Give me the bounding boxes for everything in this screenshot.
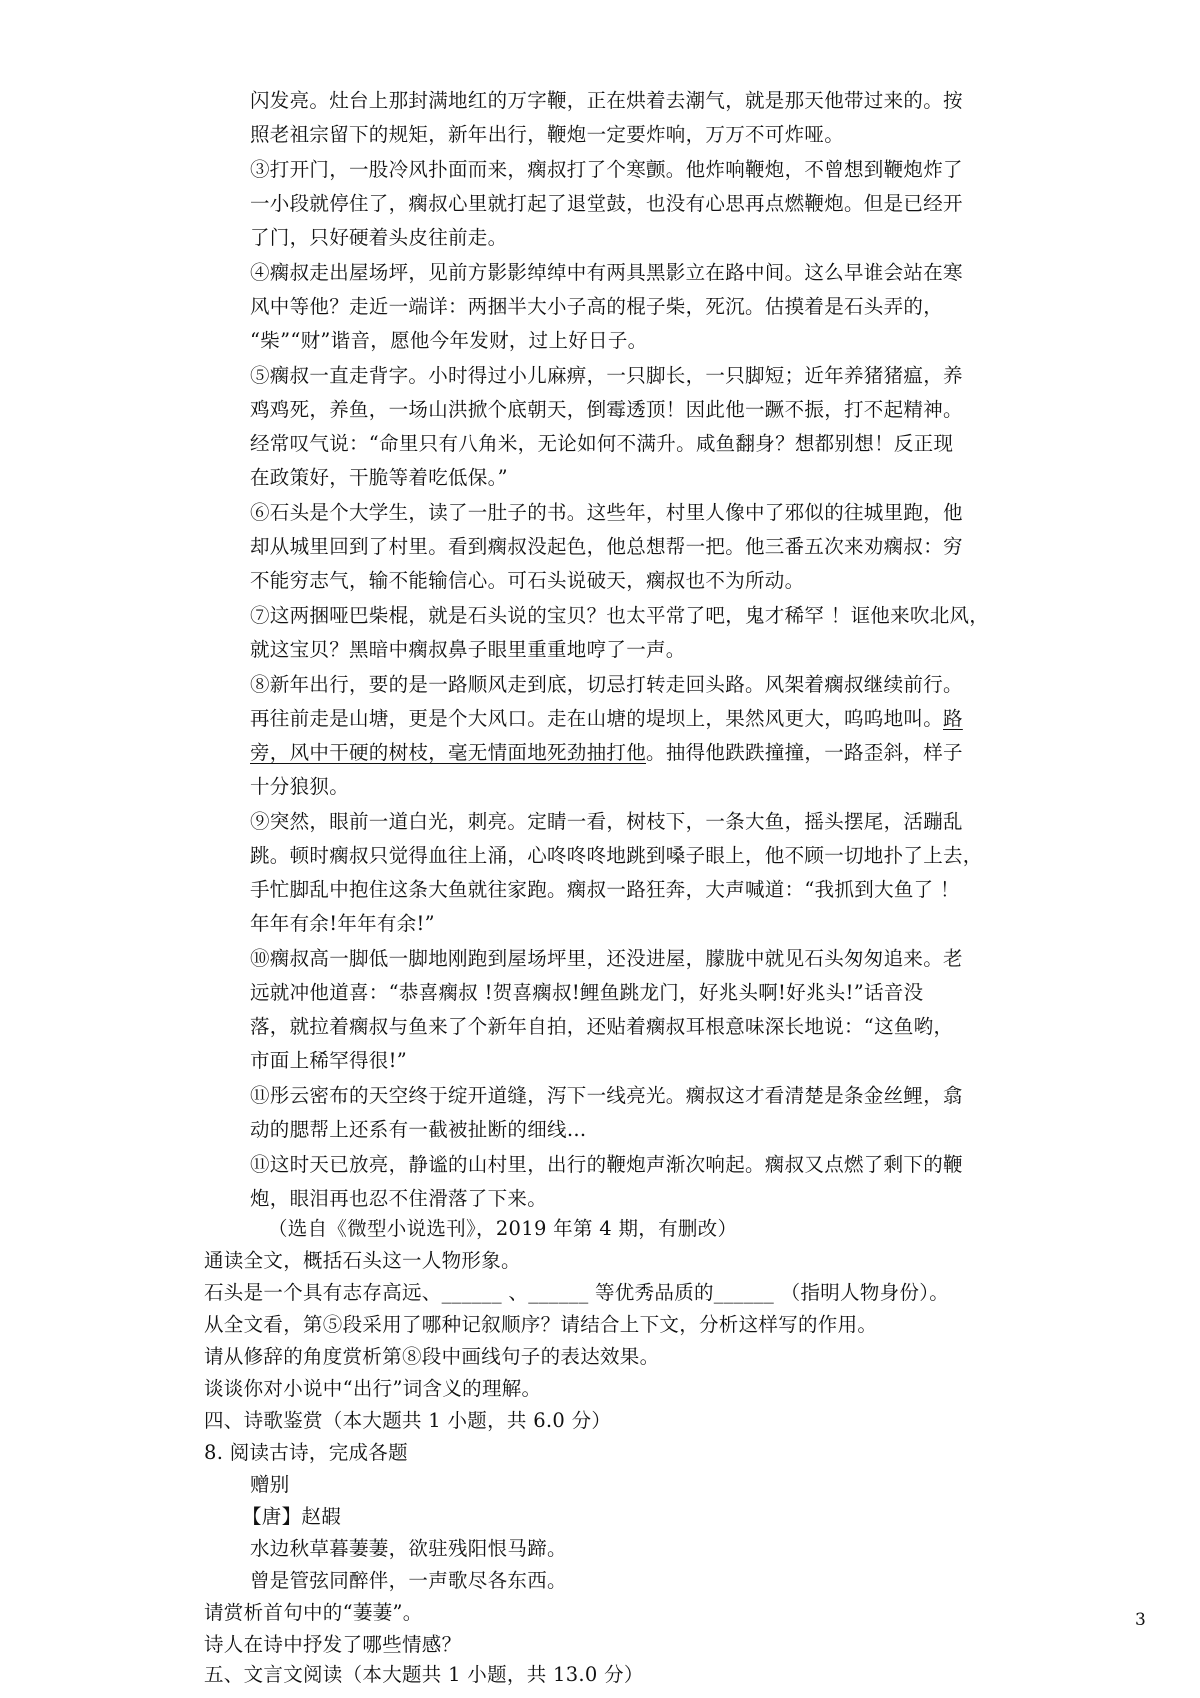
paragraph-8-text: 再往前走是山塘，更是个大风口。走在山塘的堤坝上，果然风更大，呜呜地叫。 bbox=[250, 707, 944, 730]
section-5-heading: 五、文言文阅读（本大题共 1 小题，共 13.0 分） bbox=[204, 1663, 644, 1686]
paragraph-6-line: 却从城里回到了村里。看到瘸叔没起色，他总想帮一把。他三番五次来劝瘸叔：穷 bbox=[250, 535, 963, 558]
paragraph-3-line: 了门，只好硬着头皮往前走。 bbox=[250, 226, 508, 249]
paragraph-3-line: ③打开门，一股冷风扑面而来，瘸叔打了个寒颤。他炸响鞭炮，不曾想到鞭炮炸了 bbox=[250, 158, 963, 181]
poem-question-1: 请赏析首句中的“萋萋”。 bbox=[204, 1601, 423, 1624]
paragraph-12-line: 炮，眼泪再也忍不住滑落了下来。 bbox=[250, 1187, 548, 1210]
underlined-sentence-start: 路 bbox=[943, 707, 963, 730]
paragraph-7-line: 就这宝贝？黑暗中瘸叔鼻子眼里重重地哼了一声。 bbox=[250, 638, 686, 661]
paragraph-5-line: 鸡鸡死，养鱼，一场山洪掀个底朝天，倒霉透顶！因此他一蹶不振，打不起精神。 bbox=[250, 398, 963, 421]
question-1: 通读全文，概括石头这一人物形象。 bbox=[204, 1249, 521, 1272]
question-2: 从全文看，第⑤段采用了哪种记叙顺序？请结合上下文，分析这样写的作用。 bbox=[204, 1313, 878, 1336]
paragraph-9-line: 手忙脚乱中抱住这条大鱼就往家跑。瘸叔一路狂奔，大声喊道：“我抓到大鱼了 ！ bbox=[250, 878, 960, 901]
paragraph-9-line: 跳。顿时瘸叔只觉得血往上涌，心咚咚咚地跳到嗓子眼上，他不顾一切地扑了上去， bbox=[250, 844, 983, 867]
question-8: 8. 阅读古诗，完成各题 bbox=[204, 1441, 408, 1464]
paragraph-12-line: ⑪这时天已放亮，静谧的山村里，出行的鞭炮声渐次响起。瘸叔又点燃了剩下的鞭 bbox=[250, 1153, 963, 1176]
question-3: 请从修辞的角度赏析第⑧段中画线句子的表达效果。 bbox=[204, 1345, 660, 1368]
paragraph-9-line: ⑨突然，眼前一道白光，刺亮。定睛一看，树枝下，一条大鱼，摇头摆尾，活蹦乱 bbox=[250, 810, 963, 833]
paragraph-5-line: 经常叹气说：“命里只有八角米，无论如何不满升。咸鱼翻身？想都别想！反正现 bbox=[250, 432, 954, 455]
paragraph-5-line: ⑤瘸叔一直走背字。小时得过小儿麻痹，一只脚长，一只脚短；近年养猪猪瘟，养 bbox=[250, 364, 963, 387]
paragraph-4-line: 风中等他？走近一端详：两捆半大小子高的棍子柴，死沉。估摸着是石头弄的， bbox=[250, 295, 944, 318]
story-source: （选自《微型小说选刊》，2019 年第 4 期，有删改） bbox=[268, 1217, 738, 1240]
poem-question-2: 诗人在诗中抒发了哪些情感？ bbox=[204, 1633, 462, 1656]
paragraph-11-line: 动的腮帮上还系有一截被扯断的细线… bbox=[250, 1118, 587, 1141]
section-4-heading: 四、诗歌鉴赏（本大题共 1 小题，共 6.0 分） bbox=[204, 1409, 612, 1432]
paragraph-9-line: 年年有余!年年有余!” bbox=[250, 912, 435, 935]
paragraph-4-line: ④瘸叔走出屋场坪，见前方影影绰绰中有两具黑影立在路中间。这么早谁会站在寒 bbox=[250, 261, 963, 284]
paragraph-8-text: 。抽得他跌跌撞撞，一路歪斜，样子 bbox=[646, 741, 963, 764]
story-line: 闪发亮。灶台上那封满地红的万字鞭，正在烘着去潮气，就是那天他带过来的。按 bbox=[250, 89, 963, 112]
paragraph-10-line: 远就冲他道喜：“恭喜瘸叔 !贺喜瘸叔!鲤鱼跳龙门，好兆头啊!好兆头!”话音没 bbox=[250, 981, 924, 1004]
paragraph-7-line: ⑦这两捆哑巴柴棍，就是石头说的宝贝？也太平常了吧，鬼才稀罕 ！诓他来吹北风， bbox=[250, 604, 990, 627]
poem-author: 【唐】赵嘏 bbox=[242, 1505, 342, 1528]
underlined-sentence: 旁，风中干硬的树枝，毫无情面地死劲抽打他 bbox=[250, 741, 647, 764]
paragraph-6-line: ⑥石头是个大学生，读了一肚子的书。这些年，村里人像中了邪似的往城里跑，他 bbox=[250, 501, 963, 524]
question-1-fill: 石头是一个具有志存高远、______ 、______ 等优秀品质的______ （指明人物身份）。 bbox=[204, 1281, 950, 1304]
page-number: 3 bbox=[1135, 1610, 1146, 1630]
paragraph-8-line bbox=[250, 738, 963, 768]
paragraph-3-line: 一小段就停住了，瘸叔心里就打起了退堂鼓，也没有心思再点燃鞭炮。但是已经开 bbox=[250, 192, 963, 215]
paragraph-4-line: “柴”“财”谐音，愿他今年发财，过上好日子。 bbox=[250, 329, 648, 352]
paragraph-5-line: 在政策好，干脆等着吃低保。” bbox=[250, 466, 508, 489]
paragraph-10-line: ⑩瘸叔高一脚低一脚地刚跑到屋场坪里，还没进屋，朦胧中就见石头匆匆追来。老 bbox=[250, 947, 963, 970]
paragraph-11-line: ⑪彤云密布的天空终于绽开道缝，泻下一线亮光。瘸叔这才看清楚是条金丝鲤，翕 bbox=[250, 1084, 963, 1107]
poem-title: 赠别 bbox=[250, 1473, 290, 1496]
poem-line: 曾是管弦同醉伴，一声歌尽各东西。 bbox=[250, 1569, 567, 1592]
paragraph-8-line: 十分狼狈。 bbox=[250, 775, 350, 798]
paragraph-8-line bbox=[250, 704, 963, 734]
paragraph-8-line: ⑧新年出行，要的是一路顺风走到底，切忌打转走回头路。风架着瘸叔继续前行。 bbox=[250, 673, 963, 696]
paragraph-10-line: 市面上稀罕得很!” bbox=[250, 1049, 408, 1072]
paragraph-6-line: 不能穷志气，输不能输信心。可石头说破天，瘸叔也不为所动。 bbox=[250, 569, 805, 592]
story-line: 照老祖宗留下的规矩，新年出行，鞭炮一定要炸响，万万不可炸哑。 bbox=[250, 123, 845, 146]
question-4: 谈谈你对小说中“出行”词含义的理解。 bbox=[204, 1377, 542, 1400]
paragraph-10-line: 落，就拉着瘸叔与鱼来了个新年自拍，还贴着瘸叔耳根意味深长地说：“这鱼哟， bbox=[250, 1015, 954, 1038]
poem-line: 水边秋草暮萋萋，欲驻残阳恨马蹄。 bbox=[250, 1537, 567, 1560]
